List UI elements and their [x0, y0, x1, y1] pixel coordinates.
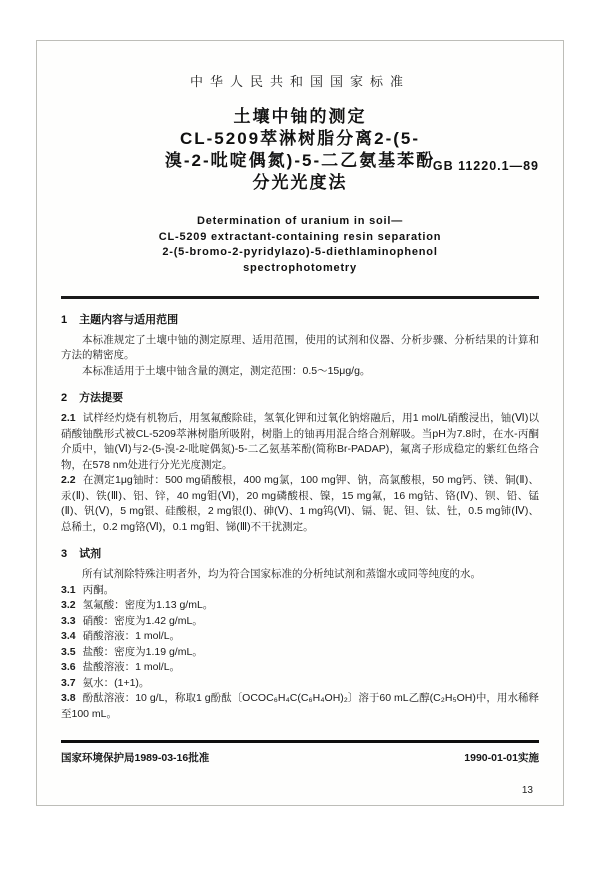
- english-title-line-1: Determination of uranium in soil—: [196, 215, 404, 227]
- section-reagents: [61, 545, 539, 722]
- title-line-3: 溴-2-吡啶偶氮)-5-二乙氨基苯酚: [164, 151, 436, 170]
- english-title-line-2: CL-5209 extractant-containing resin separation: [158, 230, 442, 243]
- clause-number: 3.8: [61, 692, 76, 704]
- clause-number: 3.6: [61, 661, 76, 673]
- section-number: 2: [61, 392, 68, 404]
- document-footer: [61, 740, 539, 765]
- numbered-paragraph: [61, 614, 539, 630]
- page-content: [37, 71, 563, 722]
- approval-note: 国家环境保护局1989-03-16批准: [61, 752, 210, 764]
- english-title-line-4: spectrophotometry: [243, 261, 357, 274]
- section-number: 3: [61, 548, 68, 560]
- section-heading: [61, 389, 539, 405]
- section-number: 1: [61, 313, 68, 326]
- section-title: 主题内容与适用范围: [79, 313, 179, 326]
- section-scope: [61, 311, 539, 380]
- paragraph: 所有试剂除特殊注明者外，均为符合国家标准的分析纯试剂和蒸馏水或同等纯度的水。: [82, 568, 481, 580]
- clause-text: 氢氟酸：密度为1.13 g/mL。: [82, 599, 214, 611]
- english-title-line-3: 2-(5-bromo-2-pyridylazo)-5-diethlaminophenol: [162, 246, 438, 258]
- standard-number: GB 11220.1—89: [432, 159, 539, 173]
- section-title: 方法提要: [79, 392, 124, 404]
- title-line-1: 土壤中铀的测定: [233, 107, 367, 126]
- clause-text: 试样经灼烧有机物后，用氢氟酸除硅，氢氧化钾和过氧化钠熔融后，用1 mol/L硝酸浸出，铀(Ⅵ)以硝酸铀酰形式被CL-5209萃淋树脂所吸附，树脂上的铀再用混合络合剂解吸。当pH为7.8时，在水-丙酮介质中，铀(Ⅵ)与2-(5-溴-2-吡啶偶氮)-5-二乙氨基苯酚(简称Br-PADAP)，氟离子形成稳定的紫红色络合物，在578 nm处进行分光光度测定。: [61, 412, 539, 471]
- paragraph: 本标准规定了土壤中铀的测定原理、适用范围，使用的试剂和仪器、分析步骤、分析结果的计算和方法的精密度。: [61, 333, 539, 361]
- numbered-paragraph: [61, 411, 539, 473]
- numbered-paragraph: [61, 691, 539, 722]
- clause-number: 2.2: [61, 474, 76, 486]
- clause-text: 丙酮。: [82, 583, 115, 596]
- clause-number: 2.1: [61, 412, 76, 424]
- clause-number: 3.5: [61, 645, 76, 658]
- header-divider: [61, 296, 539, 299]
- clause-text: 盐酸：密度为1.19 g/mL。: [82, 645, 203, 658]
- numbered-paragraph: [61, 629, 539, 645]
- page-number: 13: [521, 785, 533, 796]
- title-line-2: CL-5209萃淋树脂分离2-(5-: [179, 129, 421, 148]
- clause-text: 在测定1μg铀时：500 mg硝酸根，400 mg氯，100 mg钾、钠，高氯酸根，50 mg钙、镁、铜(Ⅱ)、汞(Ⅱ)、铁(Ⅲ)、铝、锌，40 mg钼(Ⅵ)，20 mg磷酸根、镍，15 mg氟，16 mg钴、铬(Ⅳ)、钡、铅、锰(Ⅱ)、钒(Ⅴ)，5 mg银、硅酸根，2 mg银(Ⅰ)、砷(Ⅴ)、1 mg钨(Ⅵ)、镉、铌、钽、钛、钍，0.5 mg铈(Ⅳ)、总稀土，0.2 mg铬(Ⅵ)，0.1 mg钼、锑(Ⅲ)不干扰测定。: [61, 474, 539, 533]
- clause-number: 3.4: [61, 630, 76, 642]
- section-heading: [61, 545, 539, 561]
- numbered-paragraph: [61, 660, 539, 676]
- english-title-block: [61, 214, 539, 276]
- clause-number: 3.2: [61, 599, 76, 611]
- title-block: [61, 106, 539, 194]
- standard-header: 中华人民共和国国家标准: [189, 74, 410, 89]
- clause-number: 3.3: [61, 614, 76, 627]
- clause-text: 硝酸：密度为1.42 g/mL。: [82, 614, 203, 627]
- numbered-paragraph: [61, 645, 539, 661]
- section-heading: [61, 311, 539, 327]
- clause-text: 硝酸溶液：1 mol/L。: [82, 630, 181, 642]
- clause-text: 酚酞溶液：10 g/L，称取1 g酚酞〔OCOC₆H₄C(C₆H₄OH)₂〕溶于60 mL乙醇(C₂H₅OH)中，用水稀释至100 mL。: [61, 692, 539, 720]
- numbered-paragraph: [61, 583, 539, 599]
- numbered-paragraph: [61, 676, 539, 692]
- numbered-paragraph: [61, 598, 539, 614]
- numbered-paragraph: [61, 473, 539, 535]
- section-method: [61, 389, 539, 535]
- title-line-4: 分光光度法: [252, 173, 348, 192]
- clause-text: 氨水：(1+1)。: [82, 676, 150, 689]
- implementation-date: 1990-01-01实施: [464, 752, 539, 764]
- document-page: [36, 40, 564, 806]
- clause-number: 3.1: [61, 583, 76, 596]
- clause-text: 盐酸溶液：1 mol/L。: [82, 661, 181, 673]
- section-title: 试剂: [79, 548, 102, 560]
- paragraph: 本标准适用于土壤中铀含量的测定，测定范围：0.5～15μg/g。: [82, 364, 371, 377]
- clause-number: 3.7: [61, 676, 76, 689]
